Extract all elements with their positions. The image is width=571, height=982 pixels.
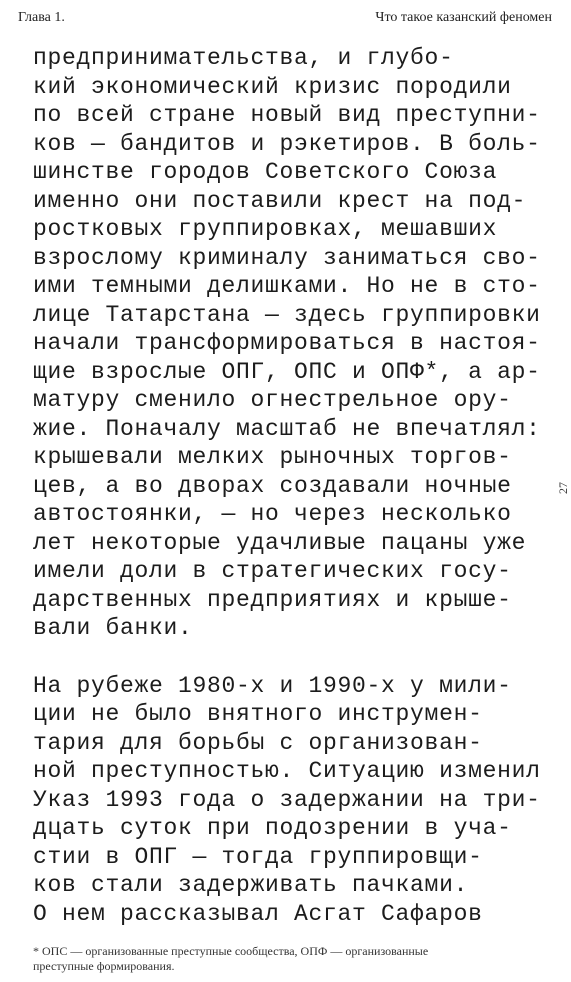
text-line: ной преступностью. Ситуацию изменил bbox=[33, 758, 541, 784]
text-line: О нем рассказывал Асгат Сафаров bbox=[33, 900, 483, 927]
text-line: по всей стране новый вид преступни- bbox=[33, 102, 541, 128]
text-line: жие. Поначалу масштаб не впечатлял: bbox=[33, 415, 541, 442]
paragraph-gap bbox=[33, 643, 533, 672]
text-line: взрослому криминалу заниматься сво- bbox=[33, 244, 541, 271]
text-line: тария для борьбы с организован- bbox=[33, 729, 483, 756]
text-line: лице Татарстана — здесь группировки bbox=[33, 301, 541, 328]
text-line: дцать суток при подозрении в уча- bbox=[33, 815, 512, 841]
text-line: ков — бандитов и рэкетиров. В боль- bbox=[33, 130, 541, 157]
text-line: ими темными делишками. Но не в сто- bbox=[33, 273, 541, 299]
paragraph bbox=[33, 44, 541, 643]
footnote bbox=[33, 944, 533, 974]
running-header bbox=[18, 10, 552, 30]
body-text bbox=[33, 44, 541, 928]
text-line: лет некоторые удачливые пацаны уже bbox=[33, 529, 527, 556]
text-line: кий экономический кризис породили bbox=[33, 73, 512, 100]
text-line: щие взрослые ОПГ, ОПС и ОПФ*, а ар- bbox=[33, 358, 541, 385]
text-line: начали трансформироваться в настоя- bbox=[33, 330, 541, 356]
text-line: крышевали мелких рыночных торгов- bbox=[33, 444, 512, 470]
text-line: вали банки. bbox=[33, 615, 193, 641]
running-title: Что такое казанский феномен bbox=[375, 10, 552, 25]
text-line: ков стали задерживать пачками. bbox=[33, 872, 469, 898]
text-line: шинстве городов Советского Союза bbox=[33, 159, 498, 185]
text-line: дарственных предприятиях и крыше- bbox=[33, 586, 512, 613]
text-line: матуру сменило огнестрельное ору- bbox=[33, 387, 512, 413]
page-number: 27 bbox=[556, 482, 570, 494]
text-line: ции не было внятного инструмен- bbox=[33, 701, 483, 727]
text-line: стии в ОПГ — тогда группировщи- bbox=[33, 843, 483, 870]
text-line: цев, а во дворах создавали ночные bbox=[33, 472, 512, 499]
text-line: автостоянки, — но через несколько bbox=[33, 501, 512, 527]
text-line: именно они поставили крест на под- bbox=[33, 187, 527, 214]
chapter-label: Глава 1. bbox=[18, 10, 65, 25]
footnote-line: * ОПС — организованные преступные сообщества, ОПФ — организованные bbox=[33, 944, 429, 958]
text-line: Указ 1993 года о задержании на три- bbox=[33, 786, 541, 813]
text-line: ростковых группировках, мешавших bbox=[33, 216, 498, 242]
text-line: предпринимательства, и глубо- bbox=[33, 45, 454, 71]
footnote-line: преступные формирования. bbox=[33, 959, 175, 973]
paragraph bbox=[33, 672, 541, 929]
text-line: имели доли в стратегических госу- bbox=[33, 558, 512, 584]
text-line: На рубеже 1980-х и 1990-х у мили- bbox=[33, 672, 512, 699]
